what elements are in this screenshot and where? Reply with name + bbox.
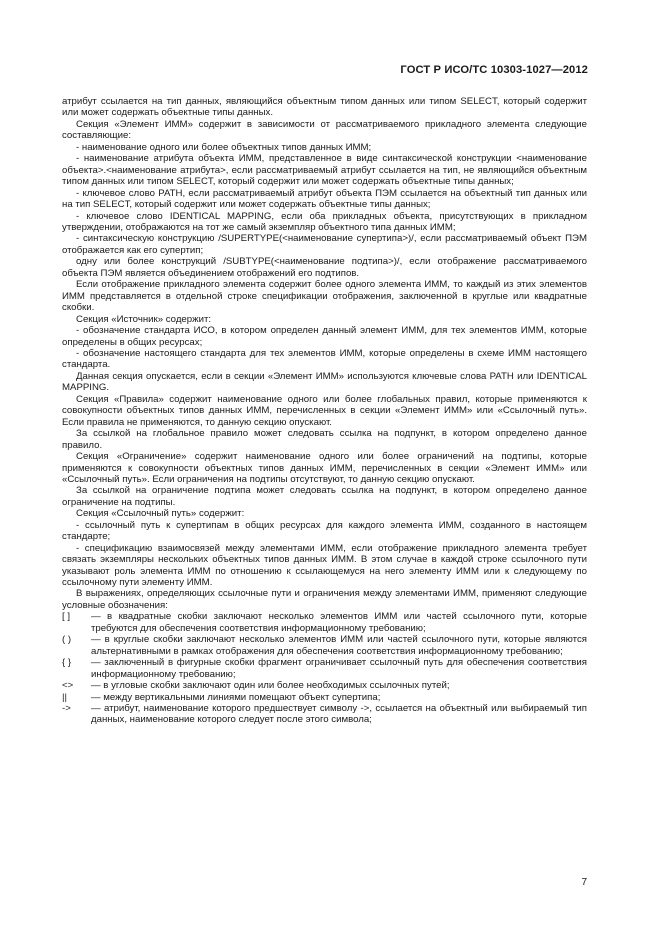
notation-symbol: || [62, 691, 68, 703]
paragraph: - наименование одного или более объектных типов данных ИММ; [76, 141, 372, 153]
notation-symbol: { } [62, 657, 72, 669]
notation-item [62, 703, 587, 726]
paragraph: одну или более конструкций /SUBTYPE(<наименование подтипа>)/, если отображение рассматриваемого объекта ПЭМ является объединением отображений его подтипов. [62, 256, 587, 279]
paragraph: - спецификацию взаимосвязей между элементами ИММ, если отображение прикладного элемента требует связать экземпляры нескольких объектных типов данных ИММ. В этом случае в каждой строке ссылочного пути указывают роль элемента ИММ по отношению к ссылающемуся на него элементу ИММ или к следующему по ссылочному пути элементу ИММ. [62, 542, 587, 589]
paragraph: - обозначение стандарта ИСО, в котором определен данный элемент ИММ, для тех элементов ИММ, которые определены в общих ресурсах; [62, 325, 587, 348]
paragraph: - наименование атрибута объекта ИММ, представленное в виде синтаксической конструкции <наименование объекта>.<наименование атрибута>, если рассматриваемый атрибут ссылается на тип, не являющийся объектным типом данных или типом SELECT, который содержит или может содержать объектные типы данных; [62, 153, 587, 188]
notation-definition: — заключенный в фигурные скобки фрагмент ограничивает ссылочный путь для обеспечения соответствия информационному требованию; [91, 657, 587, 680]
paragraph: - ссылочный путь к супертипам в общих ресурсах для каждого элемента ИММ, созданного в настоящем стандарте; [62, 519, 587, 543]
notation-symbol: <> [62, 680, 74, 692]
paragraph: - ключевое слово IDENTICAL MAPPING, если оба прикладных объекта, присутствующих в прикладном утверждении, отображаются на тот же самый экземпляр объектного типа данных ИММ; [62, 210, 587, 233]
notation-definition: — в угловые скобки заключают один или более необходимых ссылочных путей; [91, 680, 450, 692]
paragraph: - синтаксическую конструкцию /SUPERTYPE(<наименование супертипа>)/, если рассматриваемый объект ПЭМ отображается как его супертип; [62, 233, 587, 256]
paragraph: Данная секция опускается, если в секции «Элемент ИММ» используются ключевые слова PATH или IDENTICAL MAPPING. [62, 370, 587, 394]
page-number: 7 [581, 877, 587, 888]
notation-item [62, 657, 587, 680]
paragraph: - обозначение настоящего стандарта для тех элементов ИММ, которые определены в схеме ИММ настоящего стандарта. [62, 347, 587, 371]
paragraph: За ссылкой на ограничение подтипа может следовать ссылка на подпункт, в котором определено данное ограничение на подтипы. [62, 485, 587, 508]
notation-item [62, 692, 587, 703]
paragraph: Секция «Правила» содержит наименование одного или более глобальных правил, которые применяются к совокупности объектных типов данных ИММ, перечисленных в секции «Элемент ИММ» или «Ссылочный путь». Если правила не применяются, то данную секцию опускают. [62, 393, 587, 428]
paragraph: Секция «Ограничение» содержит наименование одного или более ограничений на подтипы, которые применяются к совокупности объектных типов данных ИММ, перечисленных в секции «Элемент ИММ» или «Ссылочный путь». Если ограничения на подтипы отсутствуют, то данную секцию опускают. [62, 451, 587, 485]
paragraph: атрибут ссылается на тип данных, являющийся объектным типом данных или типом SELECT, который содержит или может содержать объектные типы данных. [62, 96, 587, 119]
paragraph: Если отображение прикладного элемента содержит более одного элемента ИММ, то каждый из этих элементов ИММ представляется в отдельной строке спецификации отображения, заключенной в круглые или квадратные скобки. [62, 279, 587, 314]
paragraph: - ключевое слово PATH, если рассматриваемый атрибут объекта ПЭМ ссылается на объектный тип данных или на тип SELECT, который содержит или может содержать объектные типы данных; [62, 187, 587, 211]
paragraph: В выражениях, определяющих ссылочные пути и ограничения между элементами ИММ, применяют следующие условные обозначения: [62, 588, 587, 611]
paragraph: Секция «Элемент ИММ» содержит в зависимости от рассматриваемого прикладного элемента следующие составляющие: [62, 118, 587, 142]
standard-designation: ГОСТ Р ИСО/ТС 10303-1027—2012 [400, 64, 588, 76]
paragraph: За ссылкой на глобальное правило может следовать ссылка на подпункт, в котором определено данное правило. [62, 428, 587, 451]
notation-definition: — в круглые скобки заключают несколько элементов ИММ или частей ссылочного пути, которые являются альтернативными в рамках отображения для обеспечения соответствия информационному требованию; [91, 634, 587, 657]
notation-symbol: -> [62, 703, 71, 715]
document-body [62, 96, 587, 726]
notation-symbol: ( ) [62, 634, 72, 646]
notation-item [62, 611, 587, 634]
notation-symbol: [ ] [62, 611, 71, 623]
paragraph: Секция «Ссылочный путь» содержит: [76, 508, 245, 520]
notation-definition: — в квадратные скобки заключают несколько элементов ИММ или частей ссылочного пути, которые требуются для обеспечения соответствия информационному требованию; [91, 611, 587, 634]
notation-definition: — между вертикальными линиями помещают объект супертипа; [91, 691, 381, 703]
notation-definition: — атрибут, наименование которого предшествует символу ->, ссылается на объектный или выбираемый тип данных, наименование которого следует после этого символа; [91, 703, 587, 726]
notation-item [62, 680, 587, 691]
notation-item [62, 634, 587, 657]
paragraph: Секция «Источник» содержит: [76, 313, 212, 325]
